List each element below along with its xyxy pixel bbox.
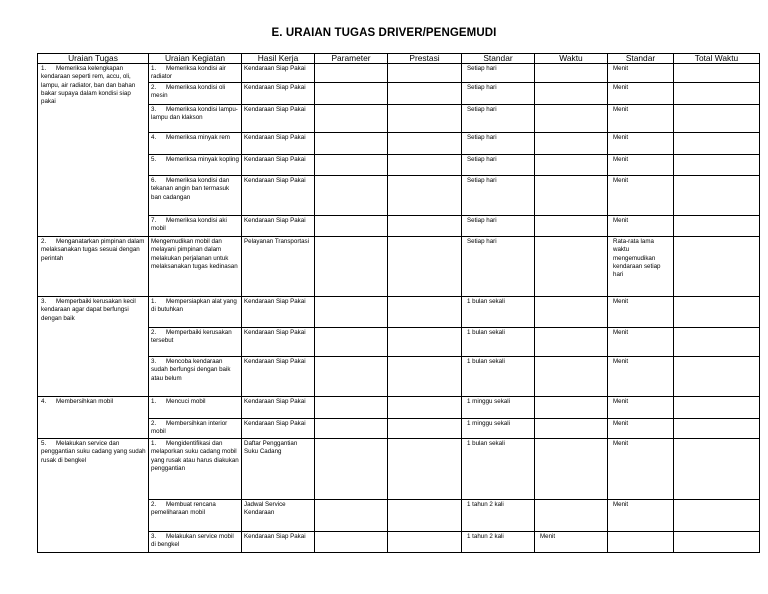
task-text: Melakukan service dan penggantian suku cadang yang sudah rusak di bengkel (41, 440, 146, 464)
activity-number: 3. (151, 533, 157, 540)
activity-cell (149, 297, 242, 328)
activity-text: Memperbaiki kerusakan tersebut (151, 329, 232, 345)
result-cell: Kendaraan Siap Pakai (242, 64, 315, 83)
activity-number: 2. (151, 329, 157, 336)
parameter-cell (315, 83, 388, 105)
standar-cell: Setiap hari (462, 133, 535, 155)
result-cell: Kendaraan Siap Pakai (242, 83, 315, 105)
prestasi-cell (388, 357, 462, 397)
standar2-cell: Menit (608, 105, 674, 133)
result-cell: Kendaraan Siap Pakai (242, 532, 315, 553)
standar2-cell (608, 532, 674, 553)
activity-number: 3. (151, 358, 157, 365)
table-row (38, 64, 760, 83)
activity-cell (149, 83, 242, 105)
standar2-cell: Menit (608, 297, 674, 328)
parameter-cell (315, 216, 388, 237)
activity-cell (149, 176, 242, 216)
standar-cell: Setiap hari (462, 176, 535, 216)
total-cell (674, 532, 760, 553)
header-standar-2: Standar (608, 54, 674, 64)
standar-cell: 1 minggu sekali (462, 419, 535, 439)
activity-cell (149, 237, 242, 297)
header-row (38, 54, 760, 64)
waktu-cell: Menit (535, 532, 608, 553)
task-number: 1. (41, 65, 47, 72)
activity-cell (149, 439, 242, 500)
parameter-cell (315, 64, 388, 83)
parameter-cell (315, 297, 388, 328)
standar2-cell: Menit (608, 500, 674, 532)
header-standar: Standar (462, 54, 535, 64)
prestasi-cell (388, 419, 462, 439)
standar2-cell: Menit (608, 83, 674, 105)
header-total-waktu: Total Waktu (674, 54, 760, 64)
result-cell: Kendaraan Siap Pakai (242, 176, 315, 216)
parameter-cell (315, 439, 388, 500)
standar2-cell: Menit (608, 155, 674, 176)
activity-number: 6. (151, 177, 157, 184)
result-cell: Kendaraan Siap Pakai (242, 216, 315, 237)
parameter-cell (315, 357, 388, 397)
total-cell (674, 297, 760, 328)
prestasi-cell (388, 216, 462, 237)
task-cell (38, 397, 149, 439)
result-cell: Jadwal Service Kendaraan (242, 500, 315, 532)
total-cell (674, 64, 760, 83)
prestasi-cell (388, 237, 462, 297)
activity-text: Membuat rencana pemeliharaan mobil (151, 501, 216, 517)
activity-text: Mencoba kendaraan sudah berfungsi dengan baik atau belum (151, 358, 231, 382)
activity-text: Memeriksa kondisi aki mobil (151, 217, 227, 233)
activity-cell (149, 64, 242, 83)
table-row (38, 297, 760, 328)
waktu-cell (535, 105, 608, 133)
prestasi-cell (388, 64, 462, 83)
prestasi-cell (388, 133, 462, 155)
waktu-cell (535, 439, 608, 500)
task-cell (38, 64, 149, 237)
total-cell (674, 439, 760, 500)
standar2-cell: Menit (608, 439, 674, 500)
waktu-cell (535, 397, 608, 419)
standar-cell: 1 tahun 2 kali (462, 532, 535, 553)
standar2-cell: Menit (608, 397, 674, 419)
total-cell (674, 397, 760, 419)
prestasi-cell (388, 155, 462, 176)
header-hasil-kerja: Hasil Kerja (242, 54, 315, 64)
waktu-cell (535, 64, 608, 83)
total-cell (674, 357, 760, 397)
total-cell (674, 83, 760, 105)
activity-number: 1. (151, 398, 157, 405)
table-row (38, 237, 760, 297)
total-cell (674, 216, 760, 237)
parameter-cell (315, 397, 388, 419)
result-cell: Kendaraan Siap Pakai (242, 328, 315, 357)
waktu-cell (535, 133, 608, 155)
result-cell: Kendaraan Siap Pakai (242, 397, 315, 419)
standar-cell: 1 minggu sekali (462, 397, 535, 419)
prestasi-cell (388, 532, 462, 553)
table-body (38, 64, 760, 553)
standar-cell: Setiap hari (462, 64, 535, 83)
header-parameter: Parameter (315, 54, 388, 64)
prestasi-cell (388, 105, 462, 133)
result-cell: Kendaraan Siap Pakai (242, 155, 315, 176)
parameter-cell (315, 237, 388, 297)
activity-number: 7. (151, 217, 157, 224)
standar2-cell: Rata-rata lama waktu mengemudikan kendaraan setiap hari (608, 237, 674, 297)
parameter-cell (315, 133, 388, 155)
standar-cell: 1 bulan sekali (462, 357, 535, 397)
header-uraian-tugas: Uraian Tugas (38, 54, 149, 64)
waktu-cell (535, 155, 608, 176)
task-number: 4. (41, 398, 47, 405)
waktu-cell (535, 500, 608, 532)
activity-text: Memeriksa kondisi oli mesin (151, 84, 226, 100)
activity-cell (149, 216, 242, 237)
header-uraian-kegiatan: Uraian Kegiatan (149, 54, 242, 64)
total-cell (674, 500, 760, 532)
activity-number: 2. (151, 84, 157, 91)
waktu-cell (535, 357, 608, 397)
standar2-cell: Menit (608, 328, 674, 357)
parameter-cell (315, 176, 388, 216)
activity-number: 1. (151, 298, 157, 305)
table-row (38, 439, 760, 500)
activity-cell (149, 328, 242, 357)
waktu-cell (535, 83, 608, 105)
result-cell: Kendaraan Siap Pakai (242, 297, 315, 328)
parameter-cell (315, 532, 388, 553)
standar2-cell: Menit (608, 357, 674, 397)
waktu-cell (535, 419, 608, 439)
task-table (37, 53, 760, 553)
task-number: 2. (41, 238, 47, 245)
header-waktu: Waktu (535, 54, 608, 64)
total-cell (674, 176, 760, 216)
standar2-cell: Menit (608, 64, 674, 83)
task-text: Membersihkan mobil (56, 398, 114, 405)
activity-text: Memeriksa minyak rem (166, 134, 230, 141)
activity-number: 1. (151, 65, 157, 72)
result-cell: Kendaraan Siap Pakai (242, 357, 315, 397)
waktu-cell (535, 328, 608, 357)
activity-text: Melakukan service mobil di bengkel (151, 533, 234, 549)
activity-cell (149, 397, 242, 419)
standar-cell: 1 tahun 2 kali (462, 500, 535, 532)
total-cell (674, 237, 760, 297)
standar-cell: Setiap hari (462, 216, 535, 237)
result-cell: Daftar Penggantian Suku Cadang (242, 439, 315, 500)
prestasi-cell (388, 328, 462, 357)
total-cell (674, 105, 760, 133)
standar-cell: 1 bulan sekali (462, 297, 535, 328)
parameter-cell (315, 419, 388, 439)
activity-text: Memeriksa kondisi lampu-lampu dan klakson (151, 106, 238, 122)
activity-number: 1. (151, 440, 157, 447)
prestasi-cell (388, 176, 462, 216)
standar-cell: Setiap hari (462, 237, 535, 297)
total-cell (674, 328, 760, 357)
standar-cell: Setiap hari (462, 155, 535, 176)
result-cell: Kendaraan Siap Pakai (242, 133, 315, 155)
prestasi-cell (388, 500, 462, 532)
activity-number: 2. (151, 501, 157, 508)
total-cell (674, 419, 760, 439)
activity-cell (149, 532, 242, 553)
activity-cell (149, 357, 242, 397)
standar2-cell: Menit (608, 176, 674, 216)
task-cell (38, 439, 149, 553)
standar-cell: 1 bulan sekali (462, 328, 535, 357)
activity-text: Mempersiapkan alat yang di butuhkan (151, 298, 237, 314)
activity-text: Membersihkan interior mobil (151, 420, 228, 436)
prestasi-cell (388, 297, 462, 328)
waktu-cell (535, 216, 608, 237)
activity-number: 2. (151, 420, 157, 427)
activity-text: Mencuci mobil (166, 398, 206, 405)
activity-cell (149, 155, 242, 176)
parameter-cell (315, 155, 388, 176)
result-cell: Kendaraan Siap Pakai (242, 105, 315, 133)
activity-text: Memeriksa minyak kopling (166, 156, 239, 163)
task-text: Memeriksa kelengkapan kendaraan seperti rem, accu, oli, lampu, air radiator, ban dan bahan bakar supaya dalam kondisi siap pakai (41, 65, 136, 106)
task-cell (38, 297, 149, 397)
waktu-cell (535, 297, 608, 328)
total-cell (674, 155, 760, 176)
activity-text: Memeriksa kondisi air radiator (151, 65, 226, 81)
activity-text: Mengemudikan mobil dan melayani pimpinan dalam melakukan perjalanan untuk melaksanakan tugas kedinasan (151, 238, 238, 270)
activity-number: 5. (151, 156, 157, 163)
standar2-cell: Menit (608, 419, 674, 439)
task-number: 5. (41, 440, 47, 447)
parameter-cell (315, 105, 388, 133)
activity-cell (149, 105, 242, 133)
activity-number: 3. (151, 106, 157, 113)
activity-text: Mengidentifikasi dan melaporkan suku cadang mobil yang rusak atau harus diakukan penggantian (151, 440, 239, 472)
activity-cell (149, 133, 242, 155)
task-number: 3. (41, 298, 47, 305)
parameter-cell (315, 500, 388, 532)
parameter-cell (315, 328, 388, 357)
activity-cell (149, 419, 242, 439)
header-prestasi: Prestasi (388, 54, 462, 64)
standar-cell: 1 bulan sekali (462, 439, 535, 500)
prestasi-cell (388, 439, 462, 500)
activity-number: 4. (151, 134, 157, 141)
activity-text: Memeriksa kondisi dan tekanan angin ban termasuk ban cadangan (151, 177, 230, 201)
total-cell (674, 133, 760, 155)
prestasi-cell (388, 397, 462, 419)
task-text: Menganatarkan pimpinan dalam melaksanakan tugas sesuai dengan perintah (41, 238, 145, 262)
standar-cell: Setiap hari (462, 105, 535, 133)
result-cell: Kendaraan Siap Pakai (242, 419, 315, 439)
prestasi-cell (388, 83, 462, 105)
standar2-cell: Menit (608, 216, 674, 237)
standar-cell: Setiap hari (462, 83, 535, 105)
result-cell: Pelayanan Transportasi (242, 237, 315, 297)
standar2-cell: Menit (608, 133, 674, 155)
task-text: Memperbaiki kerusakan kecil kendaraan agar dapat berfungsi dengan baik (41, 298, 136, 322)
activity-cell (149, 500, 242, 532)
waktu-cell (535, 237, 608, 297)
document-title: E. URAIAN TUGAS DRIVER/PENGEMUDI (271, 27, 497, 39)
waktu-cell (535, 176, 608, 216)
table-row (38, 397, 760, 419)
task-cell (38, 237, 149, 297)
